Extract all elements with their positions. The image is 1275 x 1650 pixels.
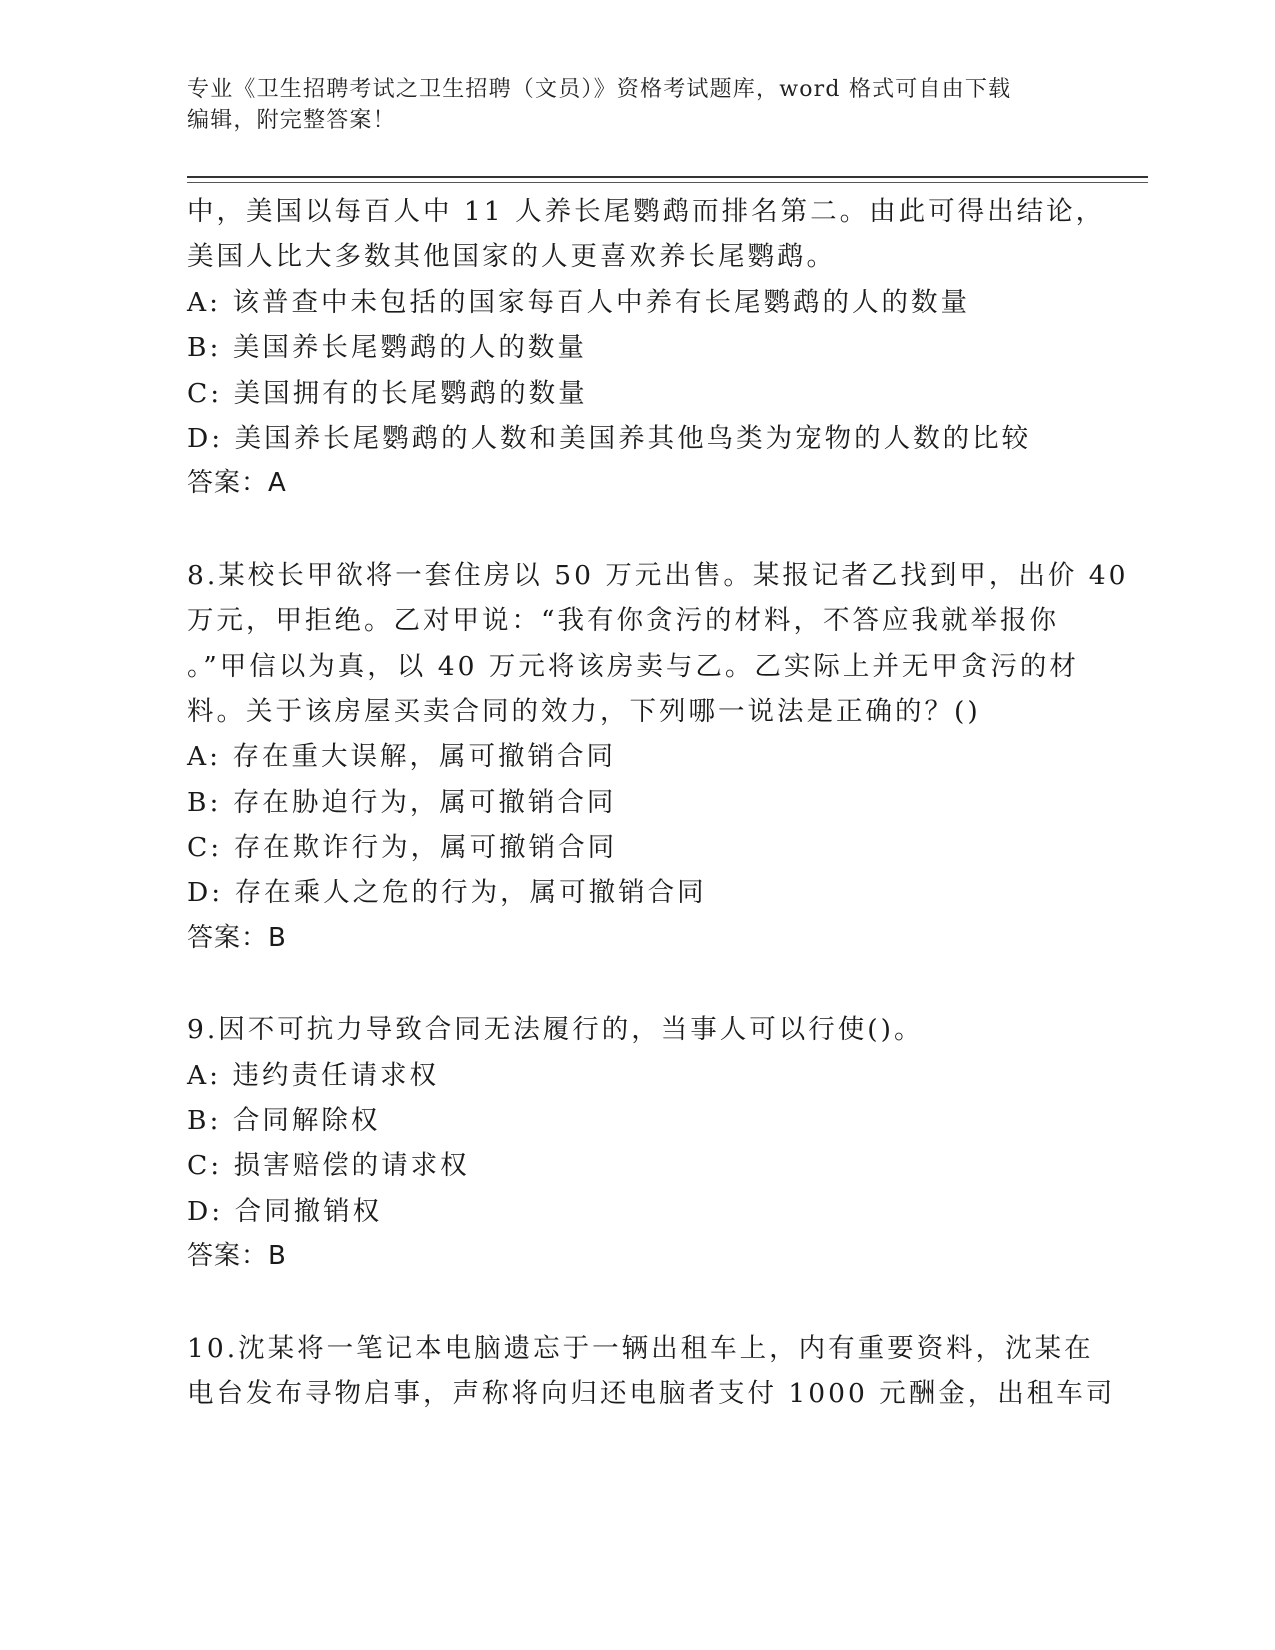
answer-line: 答案：A [187, 468, 287, 499]
question-spacer [187, 1280, 1087, 1326]
question-spacer [187, 507, 1087, 553]
option-c: C: 存在欺诈行为，属可撤销合同 [187, 832, 618, 864]
option-a: A: 违约责任请求权 [187, 1059, 439, 1091]
question-9 [187, 1007, 1087, 1279]
question-text-line: 料。关于该房屋买卖合同的效力，下列哪一说法是正确的？() [187, 695, 981, 727]
option-d: D: 合同撤销权 [187, 1195, 383, 1227]
question-text-line: 电台发布寻物启事，声称将向归还电脑者支付 1000 元酬金，出租车司 [187, 1377, 1116, 1409]
option-a: A: 该普查中未包括的国家每百人中养有长尾鹦鹉的人的数量 [187, 286, 970, 318]
option-b: B: 存在胁迫行为，属可撤销合同 [187, 786, 617, 818]
header-line-1: 专业《卫生招聘考试之卫生招聘（文员）》资格考试题库，word 格式可自由下载 [187, 77, 1012, 102]
document-body [187, 189, 1129, 1416]
header-divider-thin [187, 182, 1148, 183]
question-8 [187, 553, 1129, 962]
answer-line: 答案：B [187, 1241, 287, 1272]
question-text-line: 美国人比大多数其他国家的人更喜欢养长尾鹦鹉。 [187, 241, 836, 273]
option-d: D: 美国养长尾鹦鹉的人数和美国养其他鸟类为宠物的人数的比较 [187, 422, 1032, 454]
question-text-line: 9.因不可抗力导致合同无法履行的，当事人可以行使()。 [187, 1014, 924, 1046]
question-10 [187, 1326, 1116, 1417]
question-text-line: 。”甲信以为真，以 40 万元将该房卖与乙。乙实际上并无甲贪污的材 [187, 650, 1079, 682]
question-text-line: 10.沈某将一笔记本电脑遗忘于一辆出租车上，内有重要资料，沈某在 [187, 1332, 1094, 1364]
question-text-line: 中，美国以每百人中 11 人养长尾鹦鹉而排名第二。由此可得出结论， [187, 196, 1106, 227]
option-b: B: 美国养长尾鹦鹉的人的数量 [187, 332, 587, 364]
option-b: B: 合同解除权 [187, 1105, 381, 1137]
option-c: C: 损害赔偿的请求权 [187, 1150, 470, 1182]
page-header [187, 74, 1087, 136]
question-text-line: 万元，甲拒绝。乙对甲说：“我有你贪污的材料，不答应我就举报你 [187, 605, 1060, 637]
header-divider-thick [187, 176, 1148, 178]
question-spacer [187, 961, 1087, 1007]
answer-line: 答案：B [187, 922, 287, 953]
question-text-line: 8.某校长甲欲将一套住房以 50 万元出售。某报记者乙找到甲，出价 40 [187, 559, 1129, 591]
header-line-2: 编辑，附完整答案！ [187, 108, 396, 133]
option-d: D: 存在乘人之危的行为，属可撤销合同 [187, 877, 707, 909]
option-a: A: 存在重大误解，属可撤销合同 [187, 741, 616, 773]
question-7 [187, 189, 1106, 507]
option-c: C: 美国拥有的长尾鹦鹉的数量 [187, 377, 588, 409]
